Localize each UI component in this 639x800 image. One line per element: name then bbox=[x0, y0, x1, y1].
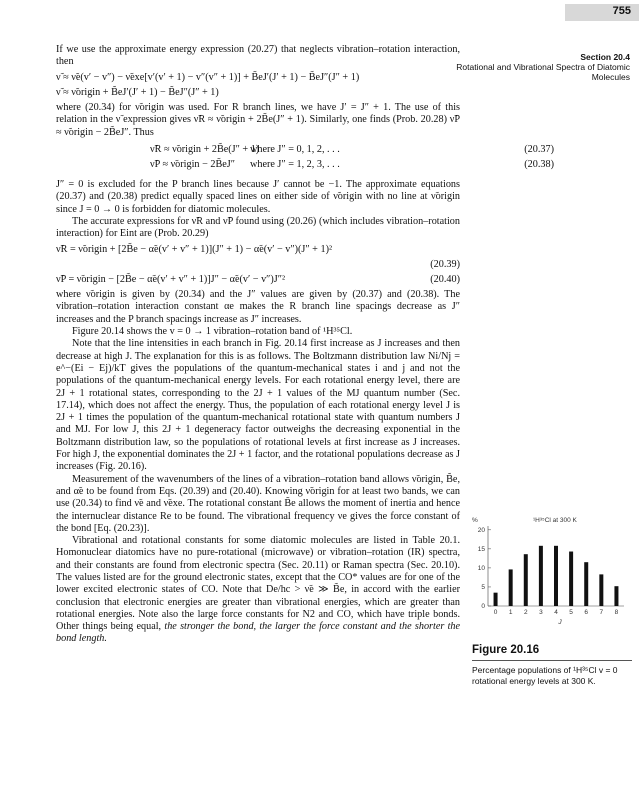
paragraph: Note that the line intensities in each branch in Fig. 20.14 first increase as J increases and then decrease at high J. The explanation for this is as follows. The Boltzmann distribution law Ni/Nj = e^−(Ei − Ej)/kT gives the populations of the quantum-mechanical states i and j and not the populations of the quantum-mechanical energy levels. For each rotational energy level, there are 2J + 1 rotational states, corresponding to the 2J + 1 values of the MJ quantum number (Sec. 17.14), which does not affect the energy. Thus, the population of each rotational energy level J is 2J + 1 times the population of the quantum-mechanical rotational state with quantum numbers J and MJ. For low J, this 2J + 1 degeneracy factor outweighs the decreasing exponential in the Boltzmann distribution law, so the populations of rotational levels at first increase as J increases. For high J, the exponential dominates the 2J + 1 factor, and the rotational populations decrease as J increases (Fig. 20.16). bbox=[56, 338, 460, 473]
chart-title: ¹H³⁵Cl at 300 K bbox=[533, 517, 577, 524]
paragraph bbox=[56, 535, 460, 646]
x-tick-label: 8 bbox=[614, 609, 619, 616]
bar-J4 bbox=[554, 546, 558, 606]
y-tick-label: 5 bbox=[481, 583, 485, 591]
equation-number: (20.39) bbox=[430, 258, 460, 270]
bar-J6 bbox=[584, 562, 588, 606]
equation-condition: where J″ = 1, 2, 3, . . . bbox=[250, 159, 340, 171]
population-bar-chart bbox=[470, 514, 630, 628]
equation: ν̃ ≈ ν̃origin + B̃eJ′(J′ + 1) − B̃eJ″(J″ + 1) bbox=[56, 86, 219, 98]
page-number: 755 bbox=[612, 5, 631, 17]
x-tick-label: 0 bbox=[493, 609, 498, 616]
x-axis-label: J bbox=[558, 619, 562, 626]
paragraph: The accurate expressions for ν̃R and ν̃P found using (20.26) (which includes vibration–rotation interaction) for Eint are (Prob. 20.29) bbox=[56, 215, 460, 240]
page-number-bar bbox=[565, 4, 639, 21]
running-header bbox=[430, 52, 630, 82]
equation-row bbox=[150, 159, 554, 174]
x-tick-label: 7 bbox=[599, 609, 604, 616]
bar-J7 bbox=[599, 574, 603, 606]
bar-J0 bbox=[494, 593, 498, 606]
equation-number: (20.37) bbox=[524, 144, 554, 156]
equation-row bbox=[56, 259, 460, 271]
x-tick-label: 6 bbox=[584, 609, 589, 616]
y-tick-label: 15 bbox=[477, 545, 485, 553]
figure-title: Figure 20.16 bbox=[472, 644, 540, 656]
bar-J3 bbox=[539, 546, 543, 606]
equation: ν̃P ≈ ν̃origin − 2B̃eJ″ bbox=[150, 159, 235, 171]
equation: ν̃P = ν̃origin − [2B̃e − α̃e(v′ + v″ + 1)]J″ − α̃e(v′ − v″)J″² bbox=[56, 273, 286, 285]
y-axis-label: % bbox=[472, 517, 478, 524]
y-tick-label: 20 bbox=[477, 526, 485, 534]
y-tick-label: 10 bbox=[477, 564, 485, 572]
equation-number: (20.40) bbox=[430, 273, 460, 285]
equation-condition: where J″ = 0, 1, 2, . . . bbox=[250, 144, 340, 156]
y-tick-label: 0 bbox=[481, 603, 485, 610]
section-title: Section 20.4 bbox=[580, 52, 630, 62]
paragraph: If we use the approximate energy expression (20.27) that neglects vibration–rotation interaction, then bbox=[56, 44, 460, 68]
x-tick-label: 4 bbox=[554, 609, 558, 616]
bar-J2 bbox=[524, 554, 528, 606]
equation: ν̃R = ν̃origin + [2B̃e − α̃e(v′ + v″ + 1)](J″ + 1) − α̃e(v′ − v″)(J″ + 1)² bbox=[56, 243, 333, 255]
caption-rule bbox=[472, 660, 632, 661]
equation-row bbox=[150, 144, 554, 159]
figure-caption: Percentage populations of ¹H³⁵Cl v = 0 rotational energy levels at 300 K. bbox=[472, 665, 618, 686]
paragraph: where (20.34) for ν̃origin was used. For R branch lines, we have J′ = J″ + 1. The use of this relation in the ν̃ expression gives ν̃R ≈ ν̃origin + 2B̃e(J″ + 1). Similarly, one finds (Prob. 20.28) ν̃P ≈ ν̃origin − 2B̃eJ″. Thus bbox=[56, 102, 460, 138]
x-tick-label: 3 bbox=[539, 609, 543, 616]
equation-block bbox=[150, 144, 554, 174]
paragraph: J″ = 0 is excluded for the P branch lines because J′ cannot be −1. The approximate equations (20.37) and (20.38) predict equally spaced lines on either side of ν̃origin with no line at ν̃origin since J = 0 → 0 is forbidden for diatomic molecules. bbox=[56, 179, 460, 215]
equation-row bbox=[56, 244, 460, 256]
equation: ν̃R ≈ ν̃origin + 2B̃e(J″ + 1) bbox=[150, 144, 260, 156]
paragraph-text: Vibrational and rotational constants for some diatomic molecules are listed in Table 20.1. Homonuclear diatomics have no pure-rotational (microwave) or vibration–rotation (IR) spectra, and their constants are found from electronic spectra (Sec. 20.11) or Raman spectra (Sec. 20.10). The values listed are for the ground electronic states, except that the CO* values are for one of the lower excited electronic states of CO. Note that De/hc > ν̃e ≫ B̃e, in accord with the earlier conclusion that electronic energies are greater than vibrational energies, which are greater than rotational energies. Note also the large force constants for N2 and CO, which have triple bonds. Other things being equal, bbox=[56, 535, 460, 633]
equation-row bbox=[56, 274, 460, 286]
equation: ν̃ ≈ ν̃e(v′ − v″) − ν̃exe[v′(v′ + 1) − v″(v″ + 1)] + B̃eJ′(J′ + 1) − B̃eJ″(J″ + 1) bbox=[56, 71, 360, 83]
paragraph: Figure 20.14 shows the v = 0 → 1 vibration–rotation band of ¹H³⁵Cl. bbox=[72, 326, 353, 338]
bar-J5 bbox=[569, 552, 573, 606]
x-tick-label: 1 bbox=[508, 609, 513, 616]
paragraph: Measurement of the wavenumbers of the lines of a vibration–rotation band allows ν̃origin, B̃e, and α̃e to be found from Eqs. (20.39) and (20.40). Knowing ν̃origin for at least two bands, we can use (20.34) to find ν̃e and ν̃exe. The rotational constant B̃e allows the moment of inertia and hence the internuclear distance Re to be found. The vibrational frequency νe gives the force constant of the bond [Eq. (20.23)]. bbox=[56, 473, 460, 534]
emphasis-text: the stronger the bond, the larger the force constant and the shorter the bond length. bbox=[56, 621, 461, 645]
equation-number: (20.38) bbox=[524, 159, 554, 171]
bar-J8 bbox=[614, 586, 618, 606]
paragraph: where ν̃origin is given by (20.34) and the J″ values are given by (20.37) and (20.38). The vibration–rotation interaction constant αe makes the R branch line spacings decrease as J″ increases and the P branch spacings increase as J″ increases. bbox=[56, 289, 460, 325]
bar-J1 bbox=[509, 569, 513, 606]
section-subtitle: Rotational and Vibrational Spectra of Diatomic Molecules bbox=[456, 62, 630, 82]
x-tick-label: 2 bbox=[523, 609, 528, 616]
x-tick-label: 5 bbox=[569, 609, 573, 616]
